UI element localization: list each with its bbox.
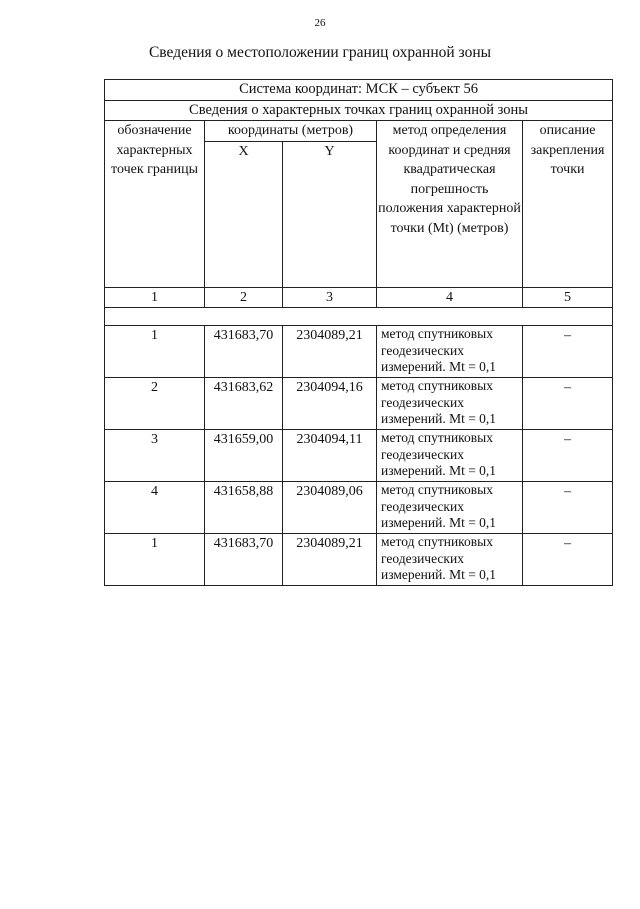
column-number: 5 [523,287,613,308]
spacer-row [105,308,613,326]
column-number: 1 [105,287,205,308]
point-cell: 1 [105,534,205,586]
table-row [105,534,613,586]
coordinate-system-title: Система координат: МСК – субъект 56 [105,80,613,101]
x-cell: 431659,00 [205,430,283,482]
description-cell: – [523,482,613,534]
table-row [105,326,613,378]
x-cell: 431683,62 [205,378,283,430]
y-cell: 2304089,21 [283,326,377,378]
header-description: описание закрепления точки [523,121,613,288]
x-cell: 431658,88 [205,482,283,534]
boundary-points-table [104,79,613,586]
method-cell: метод спутниковых геодезических измерений. Mt = 0,1 [377,534,523,586]
description-cell: – [523,534,613,586]
y-cell: 2304089,21 [283,534,377,586]
table-row [105,378,613,430]
page-number: 26 [314,17,326,29]
method-cell: метод спутниковых геодезических измерений. Mt = 0,1 [377,378,523,430]
y-cell: 2304094,16 [283,378,377,430]
header-x: X [205,141,283,287]
description-cell: – [523,378,613,430]
description-cell: – [523,326,613,378]
y-cell: 2304089,06 [283,482,377,534]
section-row [105,100,613,121]
table-row [105,482,613,534]
header-point-designation: обозначение характерных точек границы [105,121,205,288]
system-row [105,80,613,101]
document-title: Сведения о местоположении границ охранной зоны [148,44,492,61]
point-cell: 4 [105,482,205,534]
point-cell: 1 [105,326,205,378]
header-y: Y [283,141,377,287]
x-cell: 431683,70 [205,326,283,378]
column-number: 3 [283,287,377,308]
column-number: 4 [377,287,523,308]
x-cell: 431683,70 [205,534,283,586]
header-coordinates: координаты (метров) [205,121,377,142]
description-cell: – [523,430,613,482]
section-title: Сведения о характерных точках границ охранной зоны [105,100,613,121]
method-cell: метод спутниковых геодезических измерений. Mt = 0,1 [377,482,523,534]
point-cell: 2 [105,378,205,430]
header-row-top [105,121,613,142]
table-row [105,430,613,482]
column-numbers-row [105,287,613,308]
method-cell: метод спутниковых геодезических измерений. Mt = 0,1 [377,430,523,482]
point-cell: 3 [105,430,205,482]
header-method: метод определения координат и средняя квадратическая погрешность положения характерной точки (Mt) (метров) [377,121,523,288]
y-cell: 2304094,11 [283,430,377,482]
column-number: 2 [205,287,283,308]
empty-row-cell [105,308,613,326]
method-cell: метод спутниковых геодезических измерений. Mt = 0,1 [377,326,523,378]
